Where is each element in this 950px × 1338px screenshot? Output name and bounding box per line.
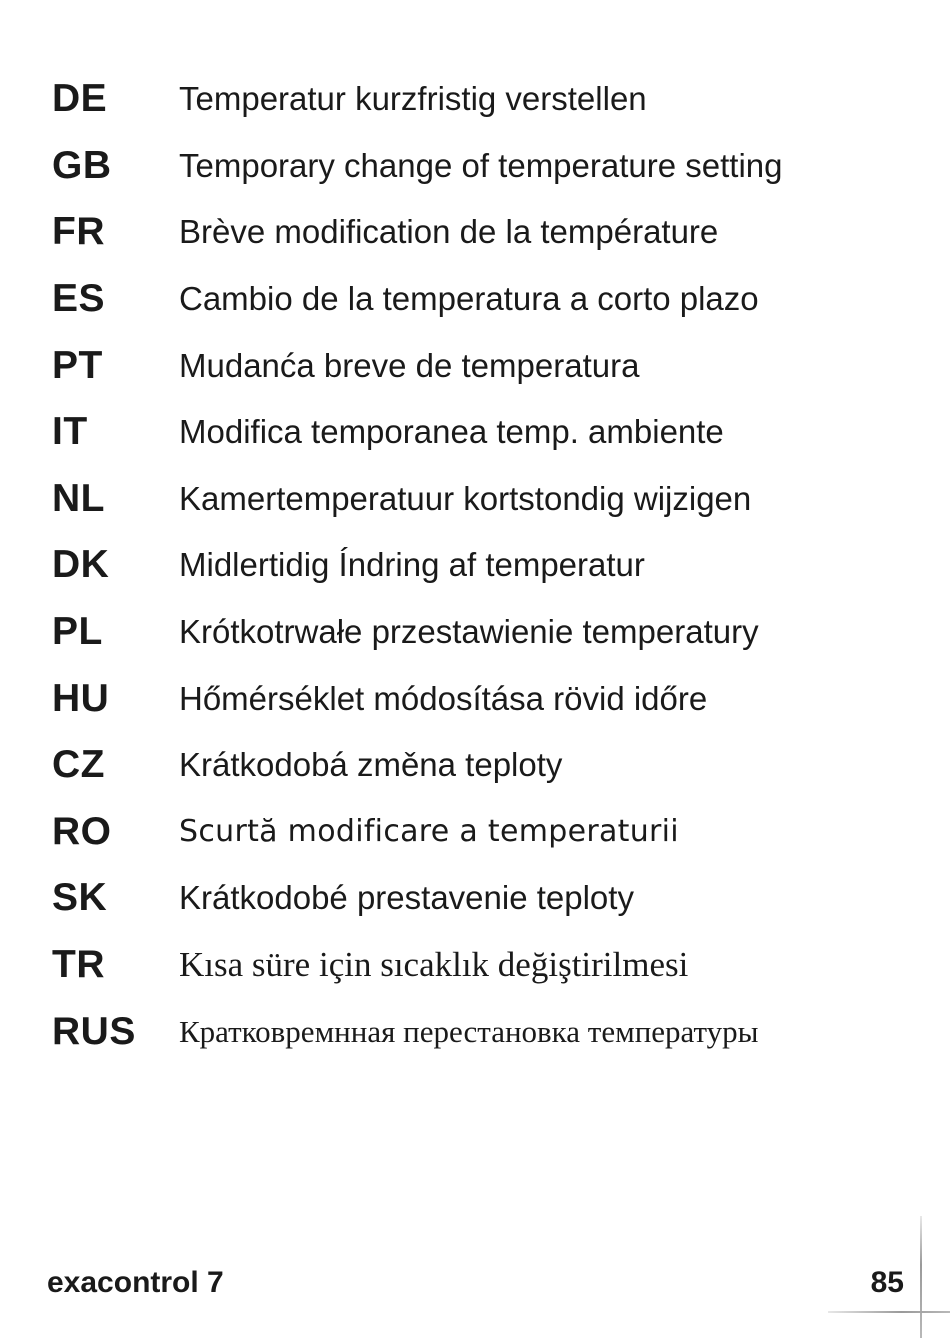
language-row-it — [52, 399, 932, 466]
language-row-pl — [52, 599, 932, 666]
language-code: PT — [52, 343, 103, 387]
language-text: Krátkodobé prestavenie teploty — [179, 879, 634, 917]
language-row-cz — [52, 732, 932, 799]
language-list — [52, 66, 932, 1065]
language-text: Krótkotrwałe przestawienie temperatury — [179, 613, 759, 651]
language-code: PL — [52, 610, 103, 654]
language-row-de — [52, 66, 932, 133]
language-code: FR — [52, 210, 105, 254]
language-row-sk — [52, 865, 932, 932]
language-text: Кратковремнная перестановка температуры — [179, 1013, 759, 1049]
language-row-rus — [52, 998, 932, 1065]
language-row-pt — [52, 332, 932, 399]
language-code: GB — [52, 143, 112, 187]
language-text: Mudanća breve de temperatura — [179, 346, 640, 384]
language-text: Midlertidig Índring af temperatur — [179, 546, 645, 584]
crop-mark-vertical — [920, 1216, 922, 1338]
language-text: Brève modification de la température — [179, 213, 719, 251]
language-text: Cambio de la temperatura a corto plazo — [179, 280, 759, 318]
language-row-dk — [52, 532, 932, 599]
language-code: DE — [52, 77, 108, 121]
footer-product-name: exacontrol 7 — [47, 1266, 224, 1299]
language-text: Scurtă modificare a temperaturii — [179, 814, 679, 850]
language-text: Kamertemperatuur kortstondig wijzigen — [179, 479, 752, 517]
language-row-ro — [52, 799, 932, 866]
language-row-gb — [52, 133, 932, 200]
language-code: TR — [52, 943, 105, 987]
language-code: RO — [52, 809, 112, 853]
language-row-es — [52, 266, 932, 333]
language-text: Krátkodobá změna teploty — [179, 746, 563, 784]
language-code: HU — [52, 676, 110, 720]
language-row-tr — [52, 932, 932, 999]
language-text: Temporary change of temperature setting — [179, 146, 783, 184]
language-text: Temperatur kurzfristig verstellen — [179, 80, 647, 118]
language-row-nl — [52, 466, 932, 533]
language-code: CZ — [52, 743, 105, 787]
language-code: ES — [52, 277, 106, 321]
crop-mark-horizontal — [828, 1311, 950, 1313]
page-number: 85 — [870, 1266, 904, 1299]
language-row-fr — [52, 199, 932, 266]
language-text: Hőmérséklet módosítása rövid időre — [179, 679, 708, 717]
language-code: SK — [52, 876, 108, 920]
language-row-hu — [52, 665, 932, 732]
language-code: IT — [52, 410, 88, 454]
language-text: Modifica temporanea temp. ambiente — [179, 413, 724, 451]
language-code: RUS — [52, 1009, 136, 1053]
language-code: DK — [52, 543, 110, 587]
language-text: Kısa süre için sıcaklık değiştirilmesi — [179, 945, 689, 985]
language-code: NL — [52, 476, 105, 520]
